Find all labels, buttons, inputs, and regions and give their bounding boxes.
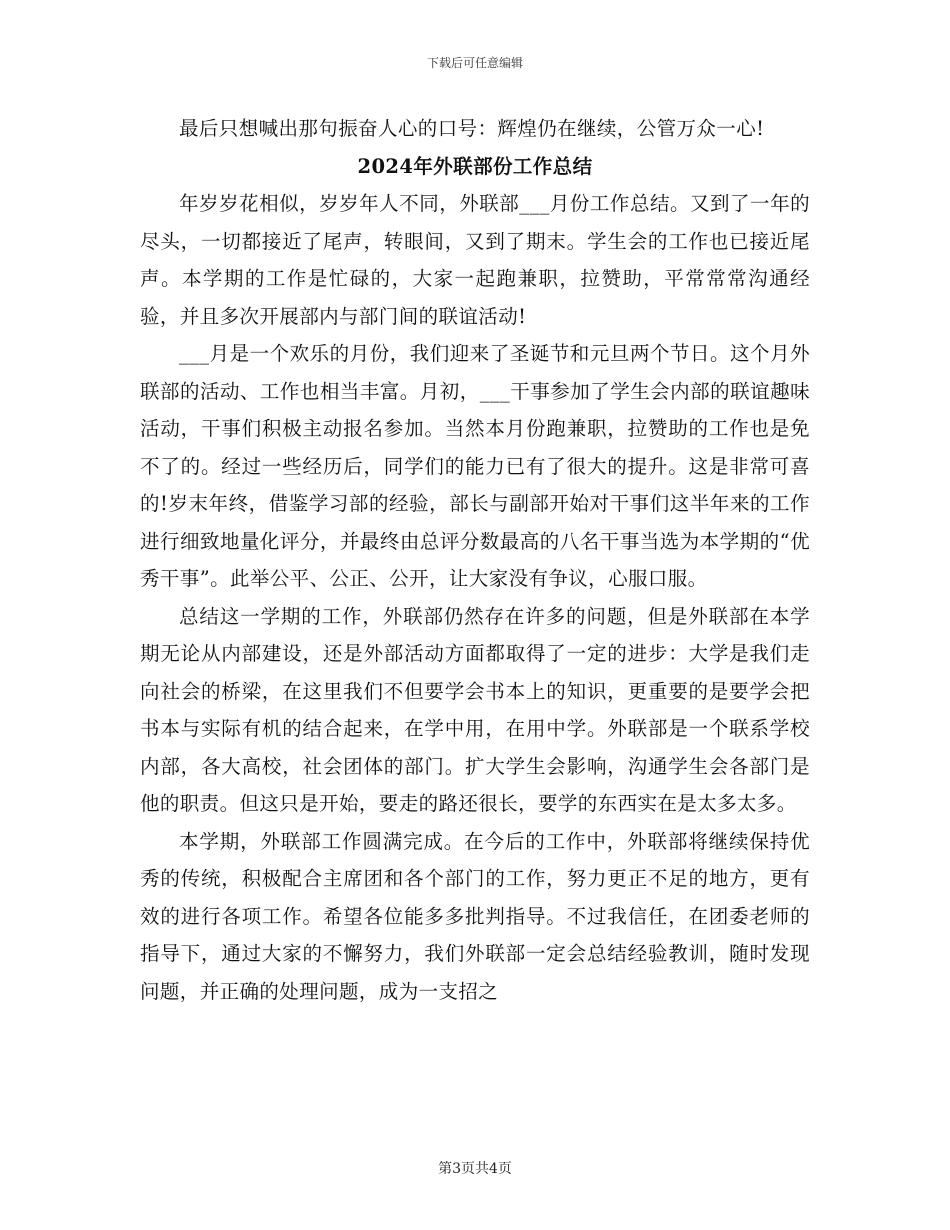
paragraph-3: 总结这一学期的工作，外联部仍然存在许多的问题，但是外联部在本学期无论从内部建设，还是外部活动方面都取得了一定的进步：大学是我们走向社会的桥梁，在这里我们不但要学会书本上的知识，更重要的是要学会把书本与实际有机的结合起来，在学中用，在用中学。外联部是一个联系学校内部，各大高校，社会团体的部门。扩大学生会影响，沟通学生会各部门是他的职责。但这只是开始，要走的路还很长，要学的东西实在是太多太多。 xyxy=(140,604,810,815)
page-number-footer: 第3页共4页 xyxy=(438,1161,512,1177)
paragraph-4: 本学期，外联部工作圆满完成。在今后的工作中，外联部将继续保持优秀的传统，积极配合主席团和各个部门的工作，努力更正不足的地方，更有效的进行各项工作。希望各位能多多批判指导。不过我信任，在团委老师的指导下，通过大家的不懈努力，我们外联部一定会总结经验教训，随时发现问题，并正确的处理问题，成为一支招之 xyxy=(140,829,810,1003)
paragraph-2: ___月是一个欢乐的月份，我们迎来了圣诞节和元旦两个节日。这个月外联部的活动、工作也相当丰富。月初，___干事参加了学生会内部的联谊趣味活动，干事们积极主动报名参加。当然本月份跑兼职，拉赞助的工作也是免不了的。经过一些经历后，同学们的能力已有了很大的提升。这是非常可喜的!岁末年终，借鉴学习部的经验，部长与副部开始对干事们这半年来的工作进行细致地量化评分，并最终由总评分数最高的八名干事当选为本学期的“优秀干事”。此举公平、公正、公开，让大家没有争议，心服口服。 xyxy=(140,342,810,590)
document-title: 2024年外联部份工作总结 xyxy=(357,154,593,178)
paragraph-1: 年岁岁花相似，岁岁年人不同，外联部___月份工作总结。又到了一年的尽头，一切都接近了尾声，转眼间，又到了期末。学生会的工作也已接近尾声。本学期的工作是忙碌的，大家一起跑兼职，拉赞助，平常常常沟通经验，并且多次开展部内与部门间的联谊活动! xyxy=(140,192,810,328)
page-header-note: 下载后可任意编辑 xyxy=(426,56,523,70)
document-body xyxy=(140,110,810,1010)
intro-paragraph: 最后只想喊出那句振奋人心的口号：辉煌仍在继续，公管万众一心! xyxy=(179,117,765,140)
